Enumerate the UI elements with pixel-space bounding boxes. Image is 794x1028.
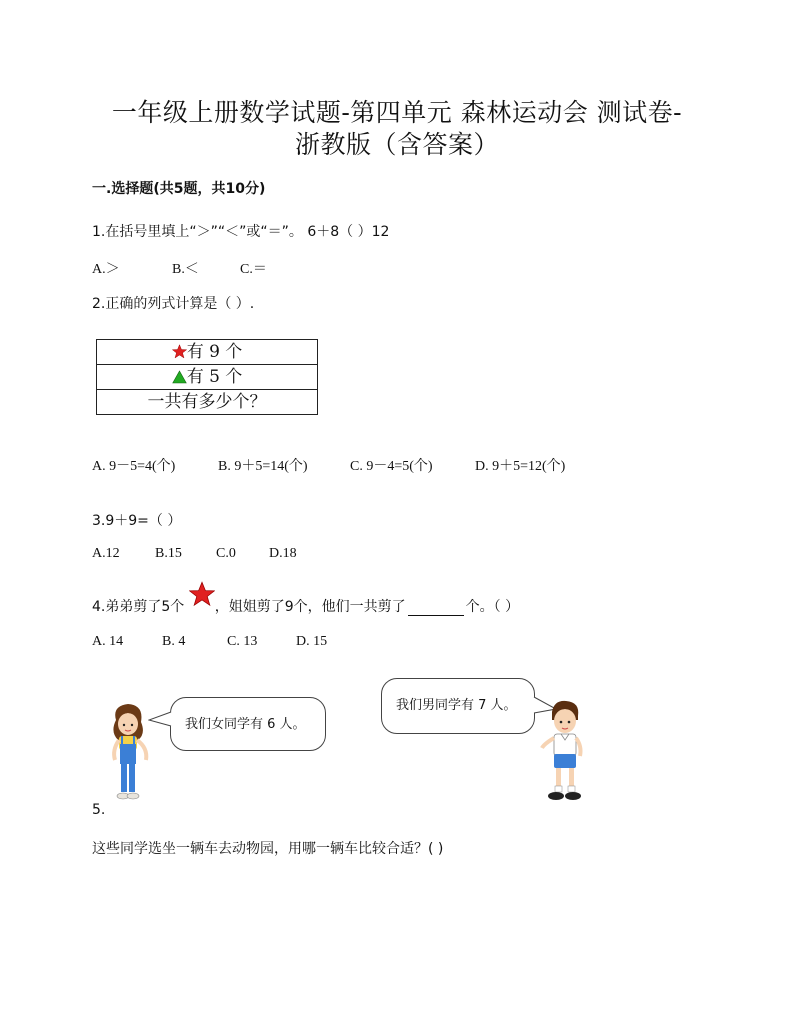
title-line-2: 浙教版（含答案） bbox=[294, 130, 499, 159]
triangle-icon bbox=[172, 370, 187, 384]
boy-illustration bbox=[540, 696, 590, 804]
option-c: C.＝ bbox=[240, 262, 267, 277]
option-a: A.＞ bbox=[92, 262, 120, 277]
option-d: D.18 bbox=[269, 546, 297, 561]
table-cell bbox=[97, 390, 318, 415]
question-3-options bbox=[92, 546, 297, 562]
question-1: 1.在括号里填上“＞”“＜”或“＝”。 6＋8（ ）12 bbox=[92, 224, 390, 240]
option-c: C.0 bbox=[216, 546, 236, 561]
section-heading: 一.选择题(共5题，共10分) bbox=[92, 181, 266, 197]
question-4-options bbox=[92, 634, 327, 650]
question-2: 2.正确的列式计算是（ ）. bbox=[92, 296, 255, 312]
option-a: A. 14 bbox=[92, 634, 124, 649]
table-cell bbox=[97, 365, 318, 390]
bubble-tail bbox=[148, 710, 172, 730]
option-c: C. 9－4=5(个) bbox=[350, 459, 433, 474]
girl-speech-text: 我们女同学有 6 人。 bbox=[185, 717, 306, 732]
question-2-table bbox=[96, 339, 318, 415]
title-line-1: 一年级上册数学试题-第四单元 森林运动会 测试卷- bbox=[111, 98, 683, 127]
table-row bbox=[97, 340, 318, 365]
option-b: B. 9＋5=14(个) bbox=[218, 459, 308, 474]
question-4-text-before: 4.弟弟剪了5个 bbox=[92, 599, 185, 615]
question-3: 3.9＋9=（ ） bbox=[92, 513, 182, 529]
star-icon bbox=[189, 581, 215, 607]
table-row-2-text: 有 5 个 bbox=[186, 367, 243, 387]
table-row bbox=[97, 365, 318, 390]
option-a: A. 9－5=4(个) bbox=[92, 459, 176, 474]
option-b: B. 4 bbox=[162, 634, 186, 649]
question-4 bbox=[92, 596, 519, 616]
question-2-options bbox=[92, 455, 565, 475]
option-c: C. 13 bbox=[227, 634, 258, 649]
girl-speech-bubble bbox=[170, 697, 326, 751]
boy-speech-bubble bbox=[381, 678, 535, 734]
answer-blank[interactable] bbox=[408, 601, 464, 616]
question-5-number: 5. bbox=[92, 802, 106, 818]
question-4-text-after: ，姐姐剪了9个，他们一共剪了 bbox=[214, 599, 406, 615]
option-b: B.15 bbox=[155, 546, 182, 561]
option-a: A.12 bbox=[92, 546, 120, 561]
table-cell bbox=[97, 340, 318, 365]
question-5: 这些同学选坐一辆车去动物园，用哪一辆车比较合适？( ) bbox=[92, 841, 444, 857]
table-row-3-text: 一共有多少个？ bbox=[147, 392, 267, 412]
table-row-1-text: 有 9 个 bbox=[186, 342, 243, 362]
option-d: D. 9＋5=12(个) bbox=[475, 459, 566, 474]
question-1-options bbox=[92, 258, 267, 278]
boy-speech-text: 我们男同学有 7 人。 bbox=[396, 698, 517, 713]
option-b: B.＜ bbox=[172, 262, 199, 277]
option-d: D. 15 bbox=[296, 634, 328, 649]
question-4-text-end: 个。（ ） bbox=[465, 599, 520, 615]
star-icon bbox=[172, 344, 187, 359]
table-row bbox=[97, 390, 318, 415]
